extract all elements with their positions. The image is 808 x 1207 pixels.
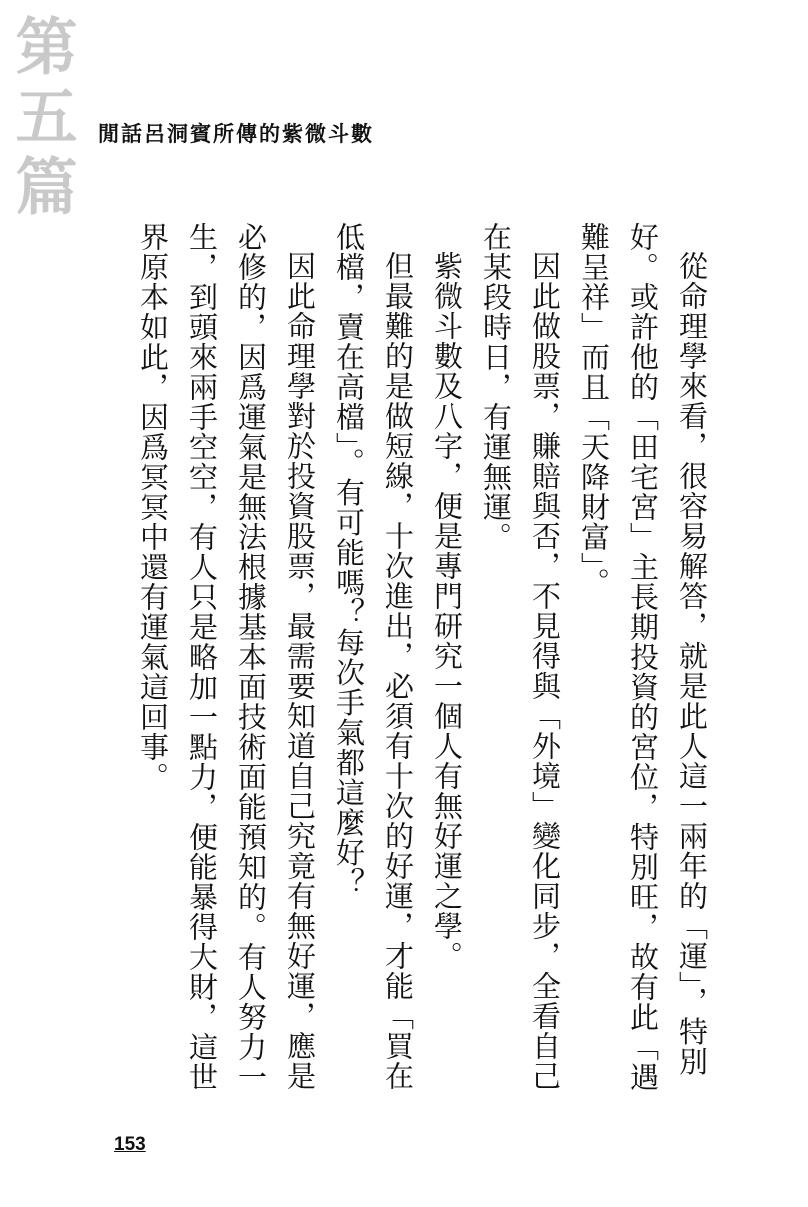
paragraph: 因此命理學對於投資股票，最需要知道自己究竟有無好運，應是必修的，因爲運氣是無法根據基本面技術面能預知的。有人努力一生，到頭來兩手空空，有人只是略加一點力，便能暴得大財，這世界原本如此，因爲冥冥中還有運氣這回事。 [136, 222, 317, 1092]
running-head: 閒話呂洞賓所傳的紫微斗數 [98, 121, 374, 146]
paragraph: 紫微斗數及八字，便是專門研究一個人有無好運之學。 [430, 251, 464, 971]
body-text [116, 222, 716, 1102]
paragraph: 因此做股票，賺賠與否，不見得與「外境」變化同步，全看自己在某段時日，有運無運。 [479, 222, 562, 1091]
page-number: 153 [114, 1134, 146, 1155]
paragraph: 從命理學來看，很容易解答，就是此人這一兩年的「運」，特別好。或許他的「田宅宮」主長期投資的宮位，特別旺，故有此「遇難呈祥」而且「天降財富」。 [577, 222, 709, 1092]
chapter-mark: 第五篇 [5, 14, 78, 224]
paragraph: 但最難的是做短線，十次進出，必須有十次的好運，才能「買在低檔，賣在高檔」。有可能嗎？每次手氣都這麼好？ [332, 222, 415, 1091]
